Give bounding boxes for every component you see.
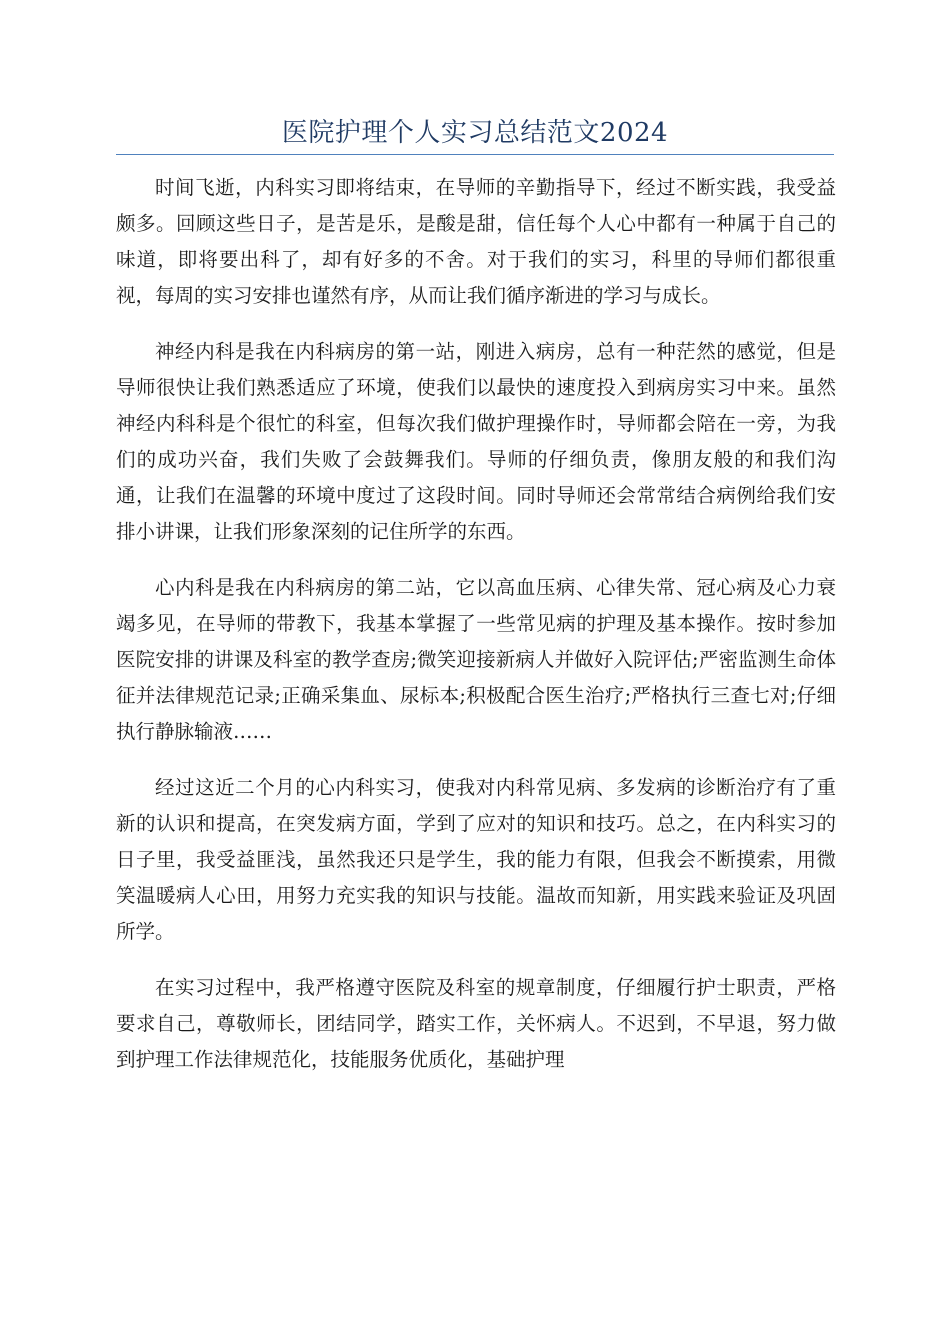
paragraph-1: 时间飞逝，内科实习即将结束，在导师的辛勤指导下，经过不断实践，我受益颇多。回顾这些日子，是苦是乐，是酸是甜，信任每个人心中都有一种属于自己的味道，即将要出科了，却有好多的不舍。对于我们的实习，科里的导师们都很重视，每周的实习安排也谨然有序，从而让我们循序渐进的学习与成长。: [116, 176, 836, 307]
paragraph-3: 心内科是我在内科病房的第二站，它以高血压病、心律失常、冠心病及心力衰竭多见，在导师的带教下，我基本掌握了一些常见病的护理及基本操作。按时参加医院安排的讲课及科室的教学查房;微笑迎接新病人并做好入院评估;严密监测生命体征并法律规范记录;正确采集血、尿标本;积极配合医生治疗;严格执行三查七对;仔细执行静脉输液……: [116, 576, 836, 743]
paragraph-4: 经过这近二个月的心内科实习，使我对内科常见病、多发病的诊断治疗有了重新的认识和提高，在突发病方面，学到了应对的知识和技巧。总之，在内科实习的日子里，我受益匪浅，虽然我还只是学生，我的能力有限，但我会不断摸索，用微笑温暖病人心田，用努力充实我的知识与技能。温故而知新，用实践来验证及巩固所学。: [116, 776, 836, 943]
paragraph-2: 神经内科是我在内科病房的第一站，刚进入病房，总有一种茫然的感觉，但是导师很快让我们熟悉适应了环境，使我们以最快的速度投入到病房实习中来。虽然神经内科科是个很忙的科室，但每次我们做护理操作时，导师都会陪在一旁，为我们的成功兴奋，我们失败了会鼓舞我们。导师的仔细负责，像朋友般的和我们沟通，让我们在温馨的环境中度过了这段时间。同时导师还会常常结合病例给我们安排小讲课，让我们形象深刻的记住所学的东西。: [116, 340, 836, 543]
document-body: [116, 170, 836, 1098]
document-title: 医院护理个人实习总结范文2024: [281, 118, 669, 148]
paragraph-5: 在实习过程中，我严格遵守医院及科室的规章制度，仔细履行护士职责，严格要求自己，尊敬师长，团结同学，踏实工作，关怀病人。不迟到，不早退，努力做到护理工作法律规范化，技能服务优质化，基础护理: [116, 976, 836, 1071]
title-underline: [116, 154, 834, 155]
